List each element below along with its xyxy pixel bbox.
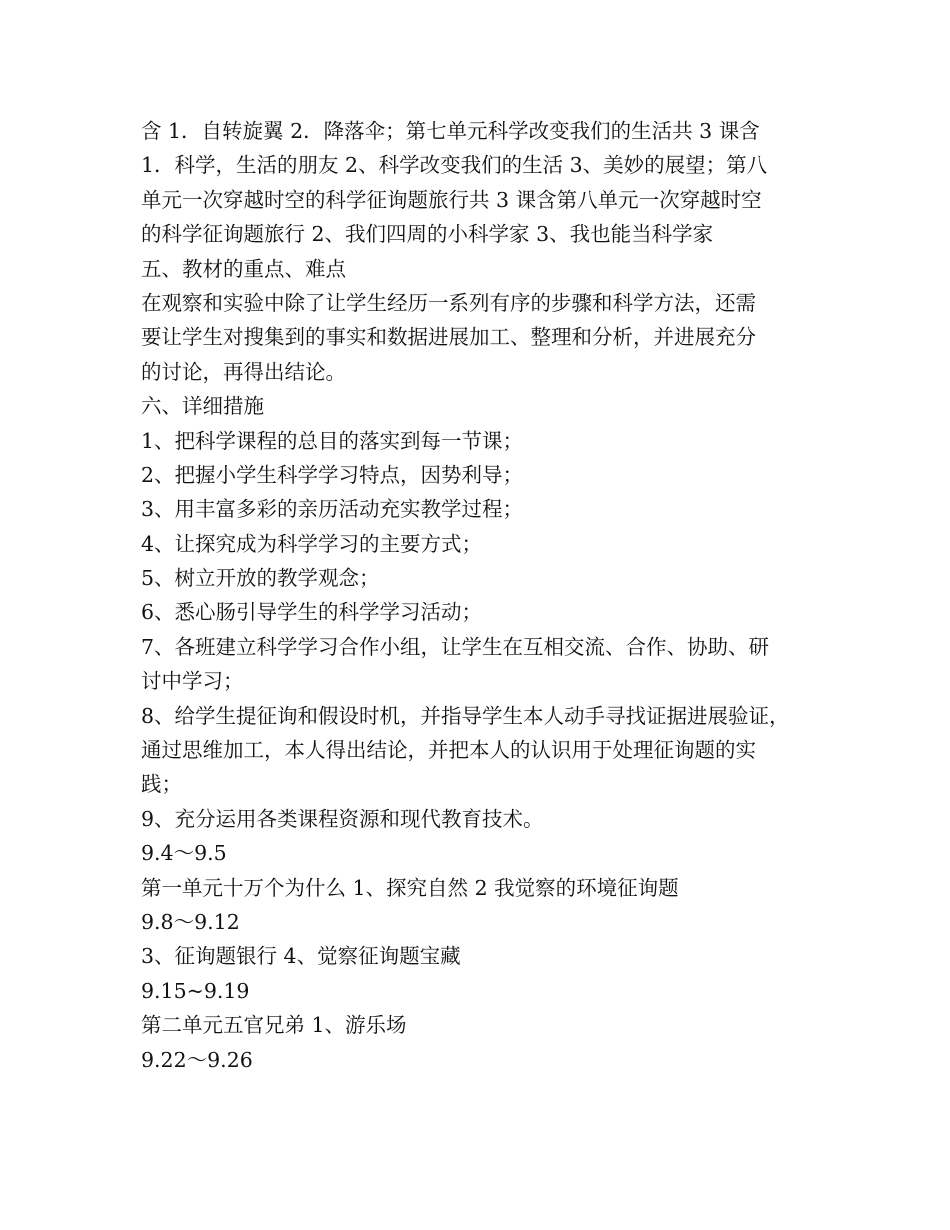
schedule-entry: 3、征询题银行 4、觉察征询题宝藏 (141, 944, 461, 969)
schedule-entry: 第二单元五官兄弟 1、游乐场 (141, 1013, 407, 1038)
list-item-continuation: 通过思维加工，本人得出结论，并把本人的认识用于处理征询题的实 (141, 738, 756, 763)
text-line: 要让学生对搜集到的事实和数据进展加工、整理和分析，并进展充分 (141, 325, 756, 350)
list-item: 1、把科学课程的总目的落实到每一节课； (141, 428, 524, 453)
list-item: 9、充分运用各类课程资源和现代教育技术。 (141, 806, 544, 831)
text-line: 的科学征询题旅行 2、我们四周的小科学家 3、我也能当科学家 (141, 222, 714, 247)
list-item-continuation: 讨中学习； (141, 669, 244, 694)
section-heading: 六、详细措施 (141, 394, 264, 419)
text-line: 在观察和实验中除了让学生经历一系列有序的步骤和科学方法，还需 (141, 290, 756, 315)
text-line: 单元一次穿越时空的科学征询题旅行共 3 课含第八单元一次穿越时空 (141, 187, 762, 212)
list-item: 2、把握小学生科学学习特点，因势利导； (141, 462, 524, 487)
list-item-continuation: 践； (141, 772, 182, 797)
list-item: 4、让探究成为科学学习的主要方式； (141, 531, 483, 556)
text-line: 的讨论，再得出结论。 (141, 359, 346, 384)
date-range: 9.4～9.5 (141, 841, 227, 866)
date-range: 9.22～9.26 (141, 1047, 253, 1072)
list-item: 3、用丰富多彩的亲历活动充实教学过程； (141, 497, 524, 522)
list-item: 5、树立开放的教学观念； (141, 566, 380, 591)
list-item: 6、悉心肠引导学生的科学学习活动； (141, 600, 483, 625)
date-range: 9.15~9.19 (141, 978, 250, 1003)
text-line: 含 1．自转旋翼 2．降落伞；第七单元科学改变我们的生活共 3 课含 (141, 119, 760, 143)
schedule-entry: 第一单元十万个为什么 1、探究自然 2 我觉察的环境征询题 (141, 875, 679, 900)
list-item: 7、各班建立科学学习合作小组，让学生在互相交流、合作、协助、研 (141, 634, 770, 659)
date-range: 9.8～9.12 (141, 909, 240, 934)
text-line: 1．科学，生活的朋友 2、科学改变我们的生活 3、美妙的展望；第八 (141, 153, 768, 178)
list-item: 8、给学生提征询和假设时机，并指导学生本人动手寻找证据进展验证， (141, 703, 790, 728)
document-body (141, 114, 831, 1077)
section-heading: 五、教材的重点、难点 (141, 256, 346, 281)
